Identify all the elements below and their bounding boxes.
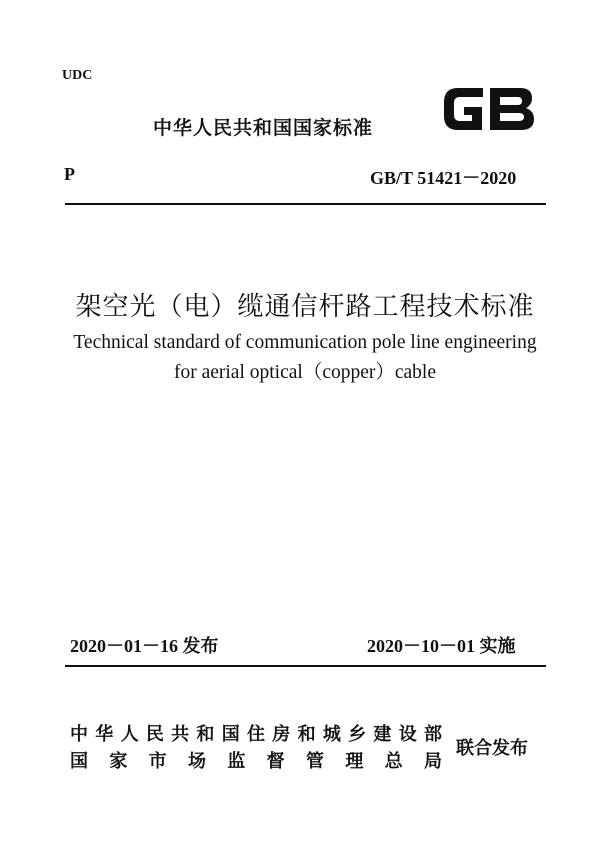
implement-date: 2020－10－01 <box>367 636 475 656</box>
bottom-divider <box>65 665 546 667</box>
standard-number: GB/T 51421－2020 <box>370 168 517 188</box>
implement-label: 实施 <box>479 636 516 657</box>
gb-logo <box>438 80 538 138</box>
implement-date-block <box>367 632 516 658</box>
issue-label: 发布 <box>182 636 219 657</box>
udc-label: UDC <box>62 68 93 83</box>
issuer-administration: 国家市场监督管理总局 <box>70 751 442 772</box>
issuer-ministry: 中华人民共和国住房和城乡建设部 <box>70 724 442 745</box>
joint-issue-label: 联合发布 <box>456 738 528 759</box>
top-divider <box>65 203 546 205</box>
national-standard-title: 中华人民共和国国家标准 <box>153 117 374 139</box>
issue-date: 2020－01－16 <box>70 636 178 656</box>
gb-logo-text: GB <box>438 80 440 81</box>
issue-date-block <box>70 632 219 658</box>
title-english-line1: Technical standard of communication pole line engineering <box>73 332 537 353</box>
title-english-line2: for aerial optical（copper）cable <box>173 362 437 383</box>
title-chinese: 架空光（电）缆通信杆路工程技术标准 <box>75 292 535 322</box>
classification-code: P <box>64 164 75 184</box>
